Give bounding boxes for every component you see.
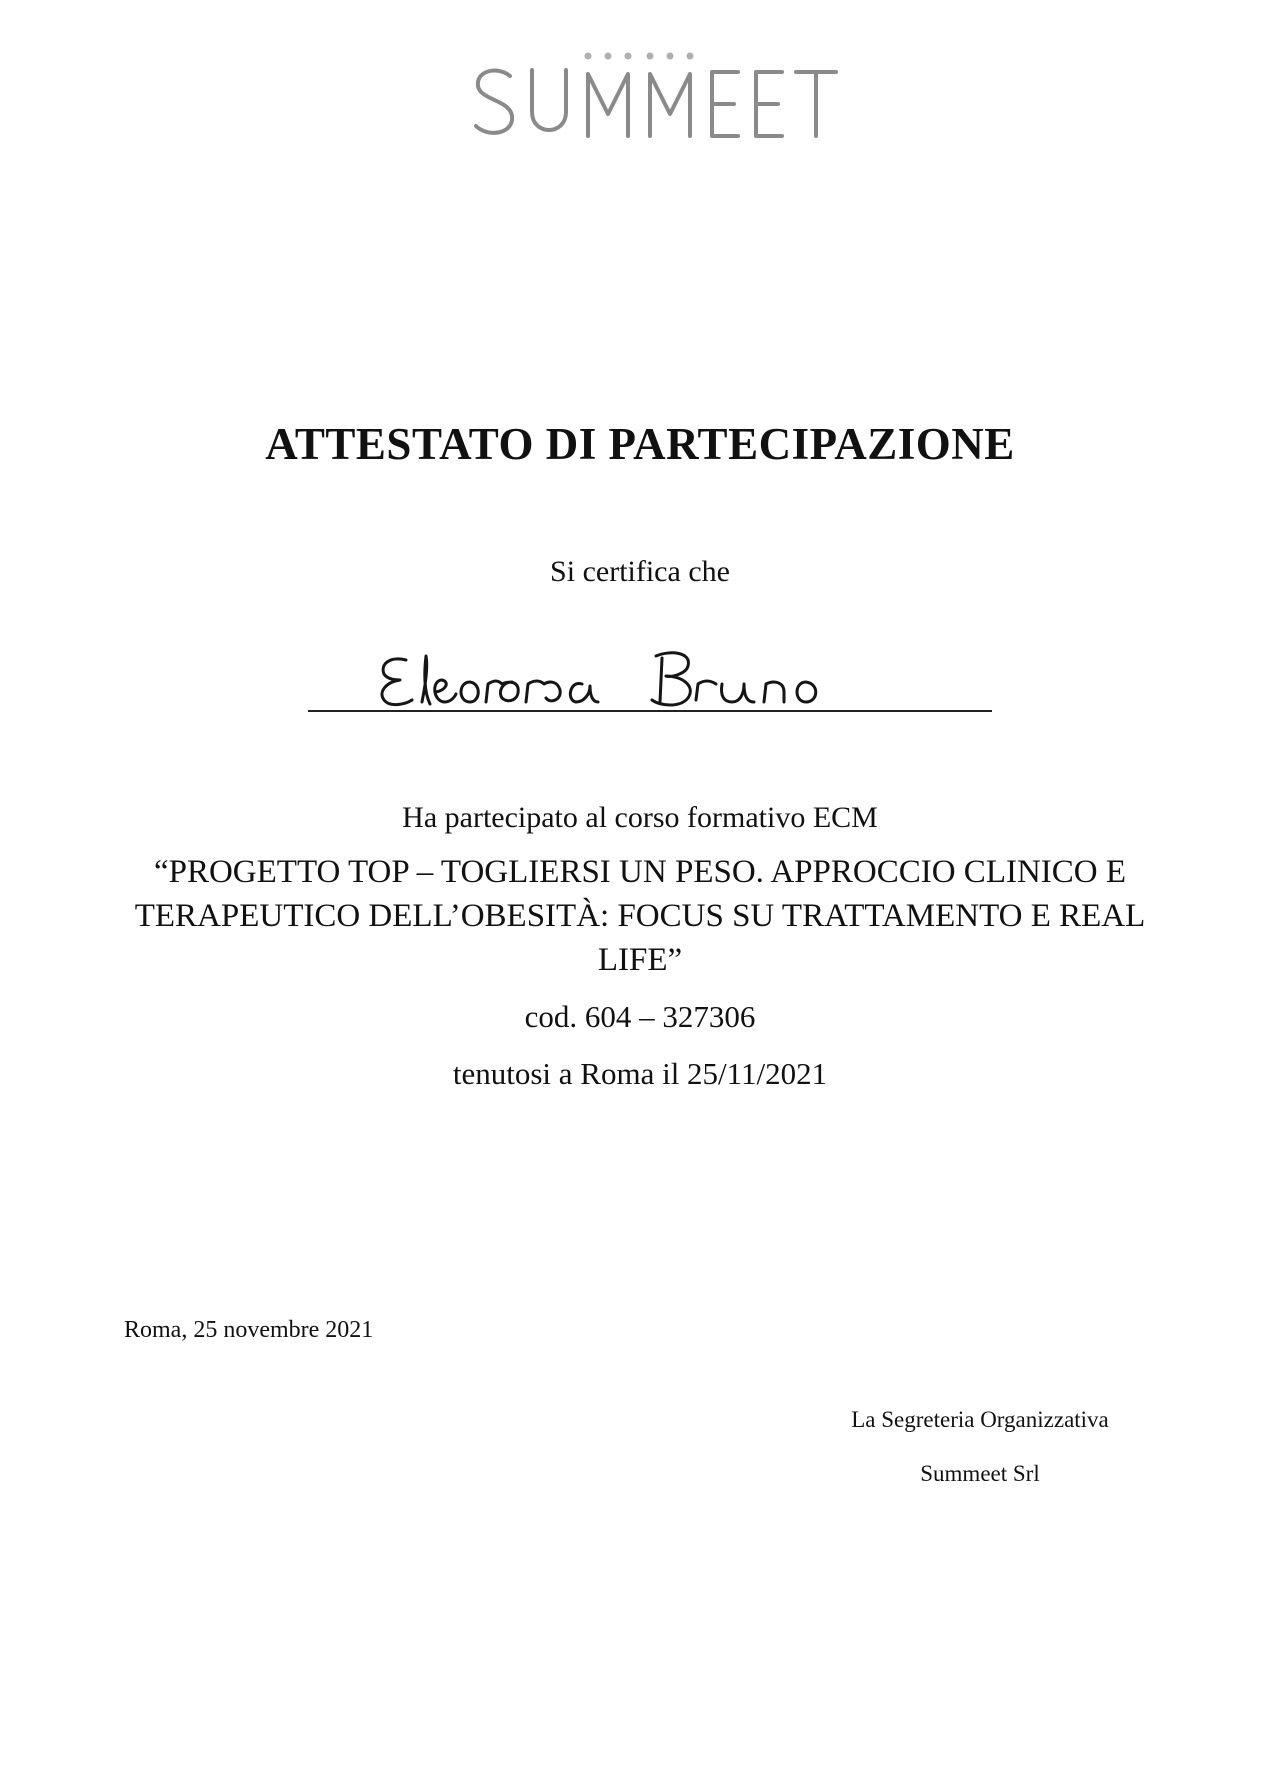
course-title: “PROGETTO TOP – TOGLIERSI UN PESO. APPROCCIO CLINICO E TERAPEUTICO DELL’OBESITÀ: FOCUS SU TRATTAMENTO E REAL LIFE”: [134, 854, 1146, 978]
company-name: Summeet Srl: [920, 1461, 1040, 1486]
course-code: cod. 604 – 327306: [524, 999, 756, 1034]
certification-intro: Si certifica che: [550, 555, 730, 588]
signatory-title: La Segreteria Organizzativa: [851, 1407, 1109, 1432]
certificate-title: ATTESTATO DI PARTECIPAZIONE: [265, 419, 1015, 469]
participant-name-line: [308, 710, 992, 712]
participant-name-handwritten: [370, 642, 910, 712]
issue-place-date: Roma, 25 novembre 2021: [124, 1317, 374, 1343]
summeet-logo: [470, 40, 850, 160]
participation-statement: Ha partecipato al corso formativo ECM: [402, 801, 878, 834]
course-venue-date: tenutosi a Roma il 25/11/2021: [452, 1056, 828, 1091]
